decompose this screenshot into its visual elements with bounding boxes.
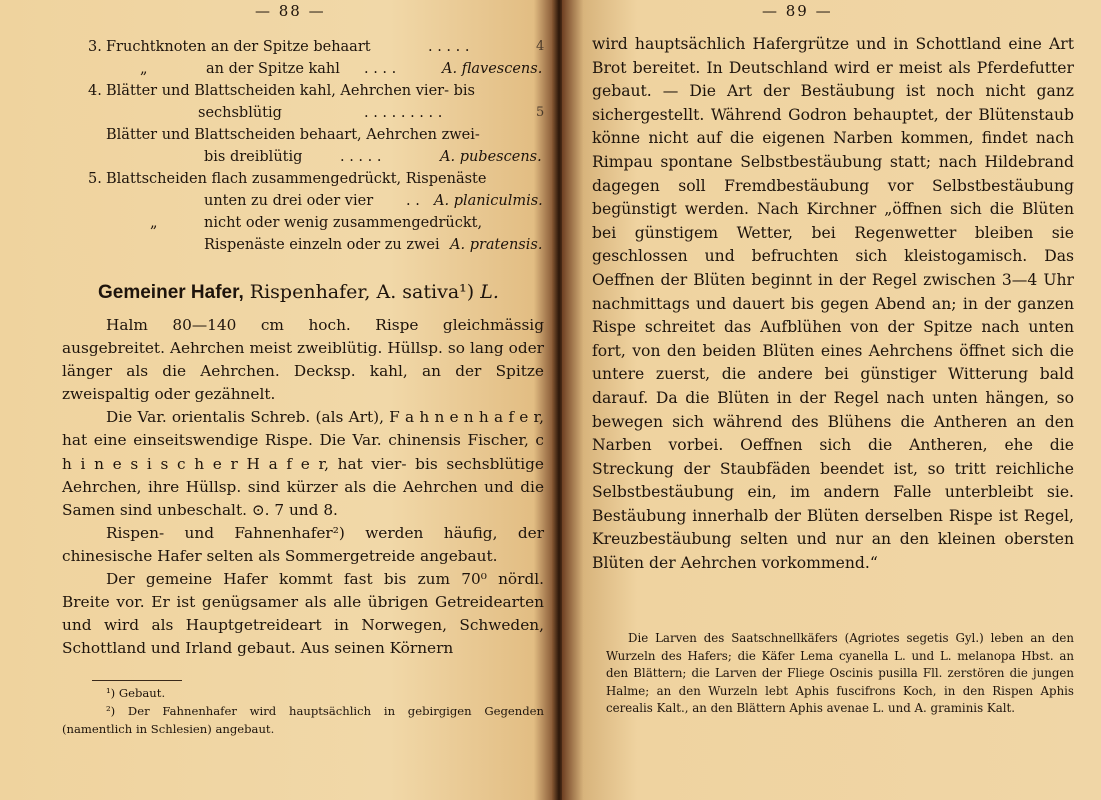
key-line: 4. Blätter und Blattscheiden kahl, Aehrchen vier- bis bbox=[88, 83, 475, 99]
footnote-divider bbox=[92, 680, 182, 681]
right-body-text bbox=[592, 33, 1074, 576]
paragraph: Der gemeine Hafer kommt fast bis zum 70⁰ nördl. Breite vor. Er ist genügsamer als alle übrigen Getreidearten und wird als Hauptgetreideart in Norwegen, Schweden, Schottland und Irland gebaut. Aus seinen Körnern bbox=[62, 570, 544, 658]
key-line: 5. Blattscheiden flach zusammengedrückt, Rispenäste bbox=[88, 171, 487, 187]
page-number-left: — 88 — bbox=[255, 2, 326, 20]
identification-key bbox=[88, 36, 548, 256]
key-line: 3. Fruchtknoten an der Spitze behaart . . . . . 4 bbox=[88, 39, 545, 55]
key-line: sechsblütig . . . . . . . . . 5 bbox=[198, 105, 545, 121]
pest-note bbox=[606, 630, 1074, 718]
section-heading: Gemeiner Hafer, Rispenhafer, A. sativa¹) L. bbox=[98, 281, 499, 303]
note-paragraph: Die Larven des Saatschnellkäfers (Agriotes segetis Gyl.) leben an den Wurzeln des Hafers; die Käfer Lema cyanella L. und L. melanopa Hbst. an den Blättern; die Larven der Fliege Oscinis pusilla Fll. zerstören die jungen Halme; an den Wurzeln lebt Aphis fuscifrons Koch, in den Rispen Aphis cerealis Kalt., an den Blättern Aphis avenae L. und A. graminis Kalt. bbox=[606, 631, 1074, 715]
footnote: ¹) Gebaut. bbox=[106, 686, 166, 700]
footnotes bbox=[62, 684, 544, 738]
key-line: bis dreiblütig . . . . . A. pubescens. bbox=[204, 149, 542, 165]
key-line: „ nicht oder wenig zusammengedrückt, bbox=[150, 215, 483, 231]
paragraph: wird hauptsächlich Hafergrütze und in Schottland eine Art Brot bereitet. In Deutschland wird er meist als Pferdefutter gebaut. — Die Art der Bestäubung ist noch nicht ganz sichergestellt. Während Godron behauptet, der Blütenstaub könne nicht auf die eigenen Narben kommen, findet nach Rimpau spontane Selbstbestäubung statt; nach Hildebrand dagegen soll Fremdbestäubung vor Selbstbestäubung begünstigt werden. Nach Kirchner „öffnen sich die Blüten bei günstigem Wetter, bei Regenwetter bleiben sie geschlossen und befruchten sich kleistogamisch. Das Oeffnen der Blüten beginnt in der Regel zwischen 3—4 Uhr nachmittags und dauert bis gegen Abend an; in der ganzen Rispe schreitet das Aufblühen von der Spitze nach unten fort, von den beiden Blüten eines Aehrchens öffnet sich die untere zuerst, die andere bei günstiger Witterung bald darauf. Da die Blüten in der Regel nach unten hängen, so bewegen sich während des Blühens die Antheren an den Narben vorbei. Oeffnen sich die Antheren, ehe die Streckung der Staubfäden beendet ist, so tritt reichliche Selbstbestäubung ein, im andern Falle unterbleibt sie. Bestäubung innerhalb der Blüten derselben Rispe ist Regel, Kreuzbestäubung selten und nur an den kleinen obersten Blüten der Aehrchen vorkommend.“ bbox=[592, 35, 1074, 573]
key-line: Rispenäste einzeln oder zu zwei A. pratensis. bbox=[204, 237, 543, 253]
page-number-right: — 89 — bbox=[762, 2, 833, 20]
key-line: Blätter und Blattscheiden behaart, Aehrchen zwei- bbox=[106, 127, 480, 143]
left-body-text bbox=[62, 314, 544, 660]
key-line: „ an der Spitze kahl . . . . A. flavescens. bbox=[140, 61, 543, 77]
paragraph: Rispen- und Fahnenhafer²) werden häufig, der chinesische Hafer selten als Sommergetreide angebaut. bbox=[62, 523, 544, 565]
footnote: ²) Der Fahnenhafer wird hauptsächlich in gebirgigen Gegenden (namentlich in Schlesien) angebaut. bbox=[62, 704, 544, 736]
paragraph: Die Var. orientalis Schreb. (als Art), F a h n e n h a f e r, hat eine einseitswendige Rispe. Die Var. chinensis Fischer, c h i n e s i s c h e r H a f e r, hat vier- bis sechsblütige Aehrchen, ihre Hüllsp. sind kürzer als die Aehrchen und die Samen sind unbeschalt. ⊙. 7 und 8. bbox=[62, 408, 544, 519]
key-line: unten zu drei oder vier . . A. planiculmis. bbox=[204, 193, 543, 209]
right-page bbox=[562, 0, 1101, 800]
paragraph: Halm 80—140 cm hoch. Rispe gleichmässig ausgebreitet. Aehrchen meist zweiblütig. Hüllsp. so lang oder länger als die Aehrchen. Decksp. kahl, an der Spitze zweispaltig oder gezähnelt. bbox=[62, 316, 544, 404]
